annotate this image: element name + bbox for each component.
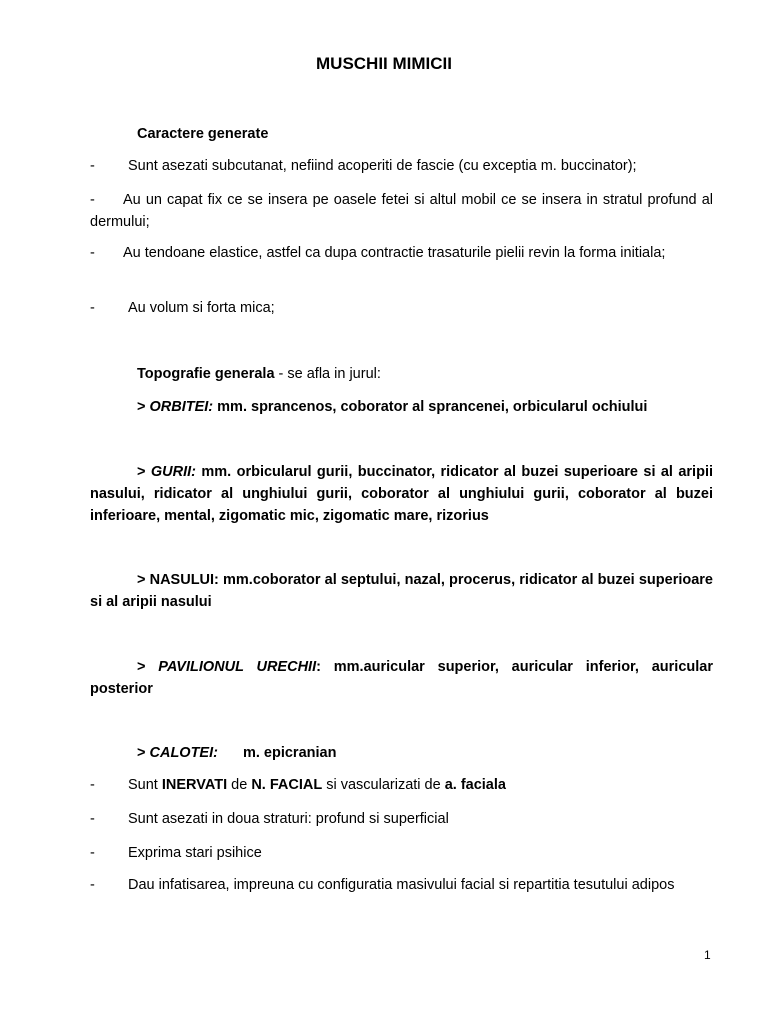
page-number: 1 bbox=[704, 948, 711, 962]
page-title: MUSCHII MIMICII bbox=[316, 54, 452, 73]
pavilion-paragraph: > PAVILIONUL URECHII: mm.auricular superior, auricular inferior, auricular posterior bbox=[90, 659, 713, 697]
bullet-item: - Sunt asezati in doua straturi: profund si superficial bbox=[90, 811, 449, 827]
bullet-item: - Exprima stari psihice bbox=[90, 845, 262, 861]
section-heading-caractere: Caractere generate bbox=[137, 126, 269, 142]
bullet-item: - Au volum si forta mica; bbox=[90, 300, 275, 316]
bullet-item: - Dau infatisarea, impreuna cu configuratia masivului facial si repartitia tesutului adipos bbox=[90, 877, 675, 893]
topografie-line: Topografie generala - se afla in jurul: bbox=[137, 366, 381, 382]
orbitei-line: > ORBITEI: mm. sprancenos, coborator al sprancenei, orbicularul ochiului bbox=[137, 399, 648, 415]
inervati-line: - Sunt INERVATI de N. FACIAL si vascularizati de a. faciala bbox=[90, 777, 506, 793]
bullet-item: - Au tendoane elastice, astfel ca dupa contractie trasaturile pielii revin la forma initiala; bbox=[90, 245, 666, 261]
gurii-paragraph: > GURII: mm. orbicularul gurii, buccinator, ridicator al buzei superioare si al aripii nasului, ridicator al unghiului gurii, coborator al unghiului gurii, coborator al buzei inferioare, mental, zigomatic mic, zigomatic mare, rizorius bbox=[90, 464, 714, 524]
bullet-item: - Sunt asezati subcutanat, nefiind acoperiti de fascie (cu exceptia m. buccinator); bbox=[90, 158, 637, 174]
nasului-paragraph: > NASULUI: mm.coborator al septului, nazal, procerus, ridicator al buzei superioare si al aripii nasului bbox=[90, 572, 713, 610]
bullet-item: - Au un capat fix ce se insera pe oasele fetei si altul mobil ce se insera in stratul profund al dermului; bbox=[90, 192, 713, 230]
calotei-line: > CALOTEI: m. epicranian bbox=[137, 745, 337, 761]
